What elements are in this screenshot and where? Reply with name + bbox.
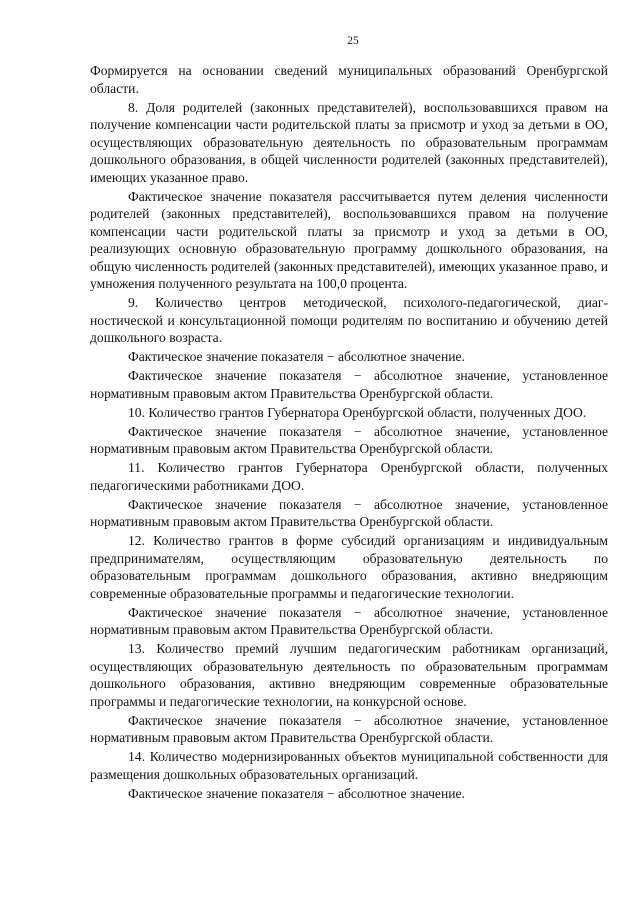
paragraph-indicator-9: 9. Количество центров методической, психолого-педагогической, диагностической и консультационной помощи родителям по воспитанию и обучению детей дошкольного возраста. (90, 295, 608, 345)
paragraph-indicator-13-value: Фактическое значение показателя − абсолютное значение, установленное нормативным правовым актом Правительства Оренбургской области. (90, 712, 608, 745)
paragraph-indicator-12: 12. Количество грантов в форме субсидий организациям и индивидуальным предпринимателям, осуществляющим образовательную деятельность по образовательным программам дошкольного образования, активно внедряющим современные образовательные программы и педагогические технологии. (90, 533, 608, 601)
paragraph-indicator-9-value-legal: Фактическое значение показателя − абсолютное значение, установленное нормативным правовым актом Правительства Оренбургской области. (90, 368, 608, 401)
paragraph-indicator-14: 14. Количество модернизированных объектов муниципальной собственности для размещения дошкольных образовательных организаций. (90, 749, 608, 782)
paragraph-indicator-10: 10. Количество грантов Губернатора Оренбургской области, полученных ДОО. (128, 404, 587, 420)
paragraph-indicator-11: 11. Количество грантов Губернатора Оренбургской области, полученных педагогическими работниками ДОО. (90, 460, 608, 493)
page-number: 25 (347, 35, 359, 47)
paragraph-source-note: Формируется на основании сведений муниципальных образований Оренбургской области. (90, 63, 608, 96)
paragraph-indicator-9-value: Фактическое значение показателя − абсолютное значение. (128, 349, 465, 364)
paragraph-indicator-11-value: Фактическое значение показателя − абсолютное значение, установленное нормативным правовым актом Правительства Оренбургской области. (90, 496, 608, 529)
paragraph-indicator-8-calculation: Фактическое значение показателя рассчитывается путем деления численности родителей (законных представителей), воспользовавшихся правом на получение компенсации части родительской платы за присмотр и уход за детьми в ОО, реализующих основную образовательную программу дошкольного образования, на общую численность родителей (законных представителей), имеющих указанное право, и умножения полученного результата на 100,0 процента. (90, 188, 608, 291)
paragraph-indicator-8: 8. Доля родителей (законных представителей), воспользовавшихся правом на получение компенсации части родительской платы за присмотр и уход за детьми в ОО, осуществляющих образовательную деятельность по образовательным программам дошкольного образования, в общей численности родителей (законных представителей), имеющих указанное право. (90, 99, 608, 185)
paragraph-indicator-13: 13. Количество премий лучшим педагогическим работникам организаций, осуществляющих образовательную деятельность по образовательным программам дошкольного образования, активно внедряющим современные образовательные программы и педагогические технологии, на конкурсной основе. (90, 641, 608, 709)
document-page (90, 34, 608, 804)
paragraph-indicator-10-value: Фактическое значение показателя − абсолютное значение, установленное нормативным правовым актом Правительства Оренбургской области. (90, 423, 608, 456)
paragraph-indicator-14-value: Фактическое значение показателя − абсолютное значение. (128, 785, 465, 801)
paragraph-indicator-12-value: Фактическое значение показателя − абсолютное значение, установленное нормативным правовым актом Правительства Оренбургской области. (90, 604, 608, 637)
